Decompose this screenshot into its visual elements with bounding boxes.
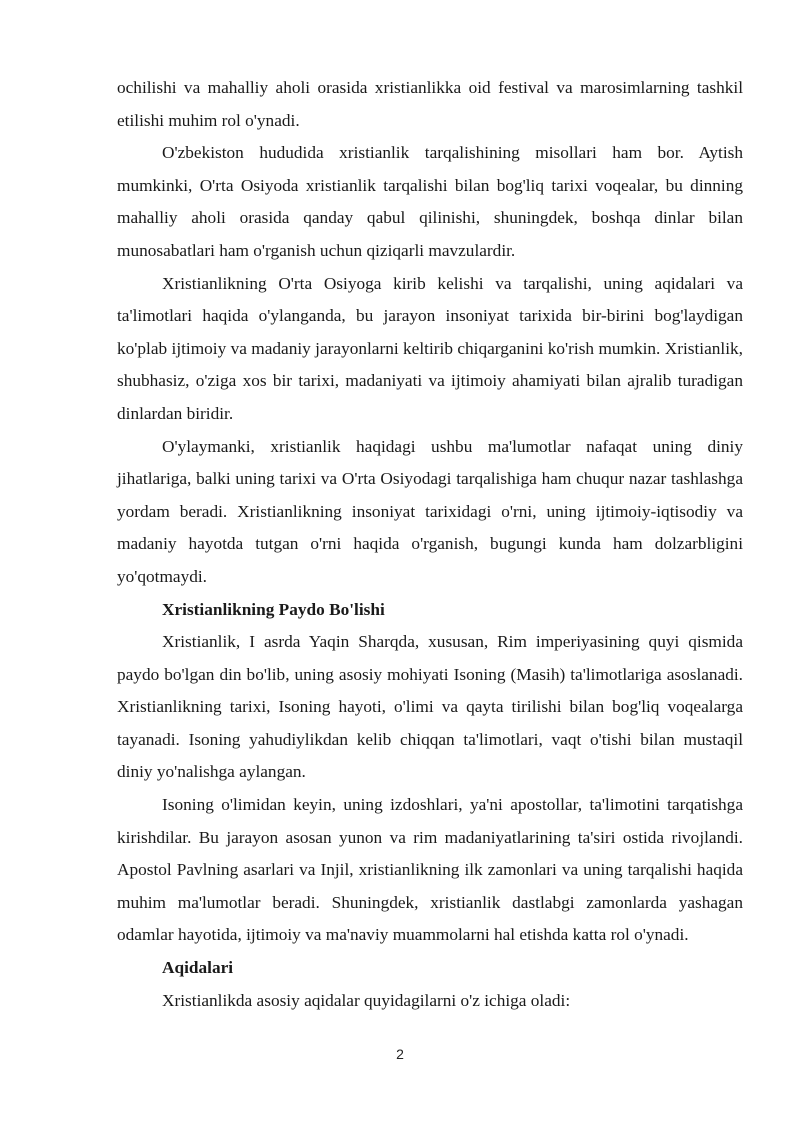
- paragraph-continuation: ochilishi va mahalliy aholi orasida xristianlikka oid festival va marosimlarning tashkil etilishi muhim rol o'ynadi.: [117, 78, 743, 130]
- section-heading-doctrines: Aqidalari: [162, 958, 234, 978]
- paragraph-origin: Xristianlik, I asrda Yaqin Sharqda, xususan, Rim imperiyasining quyi qismida paydo bo'lgan din bo'lib, uning asosiy mohiyati Isoning (Masih) ta'limotlariga asoslanadi. Xristianlikning tarixi, Isoning hayoti, o'limi va qayta tirilishi bilan bog'liq voqealarga tayanadi. Isoning yahudiylikdan kelib chiqqan ta'limotlari, vaqt o'tishi bilan mustaqil diniy yo'nalishga aylangan.: [117, 632, 743, 782]
- paragraph-central-asia: Xristianlikning O'rta Osiyoga kirib kelishi va tarqalishi, uning aqidalari va ta'limotlari haqida o'ylanganda, bu jarayon insoniyat tarixida bir-birini bog'laydigan ko'plab ijtimoiy va madaniy jarayonlarni keltirib chiqarganini ko'rish mumkin. Xristianlik, shubhasiz, o'ziga xos bir tarixi, madaniyati va ijtimoiy ahamiyati bilan ajralib turadigan dinlardan biridir.: [117, 273, 743, 423]
- document-page: [117, 72, 743, 1017]
- section-heading-origin: Xristianlikning Paydo Bo'lishi: [162, 599, 385, 619]
- paragraph-apostles: Isoning o'limidan keyin, uning izdoshlari, ya'ni apostollar, ta'limotini tarqatishga kirishdilar. Bu jarayon asosan yunon va rim madaniyatlarining ta'siri ostida rivojlandi. Apostol Pavlning asarlari va Injil, xristianlikning ilk zamonlari va uning tarqalishi haqida muhim ma'lumotlar beradi. Shuningdek, xristianlik dastlabgi zamonlarda yashagan odamlar hayotida, ijtimoiy va ma'naviy muammolarni hal etishda katta rol o'ynadi.: [117, 795, 743, 945]
- paragraph-uzbekistan: O'zbekiston hududida xristianlik tarqalishining misollari ham bor. Aytish mumkinki, O'rta Osiyoda xristianlik tarqalishi bilan bog'liq tarixi voqealar, bu dinning mahalliy aholi orasida qanday qabul qilinishi, shuningdek, boshqa dinlar bilan munosabatlari ham o'rganish uchun qiziqarli mavzulardir.: [117, 143, 743, 260]
- paragraph-doctrines-intro: Xristianlikda asosiy aqidalar quyidagilarni o'z ichiga oladi:: [162, 990, 571, 1010]
- page-number: 2: [396, 1046, 404, 1062]
- paragraph-opinion: O'ylaymanki, xristianlik haqidagi ushbu ma'lumotlar nafaqat uning diniy jihatlariga, balki uning tarixi va O'rta Osiyodagi tarqalishiga ham chuqur nazar tashlashga yordam beradi. Xristianlikning insoniyat tarixidagi o'rni, uning ijtimoiy-iqtisodiy va madaniy hayotda tutgan o'rni haqida o'rganish, bugungi kunda ham dolzarbligini yo'qotmaydi.: [117, 436, 743, 586]
